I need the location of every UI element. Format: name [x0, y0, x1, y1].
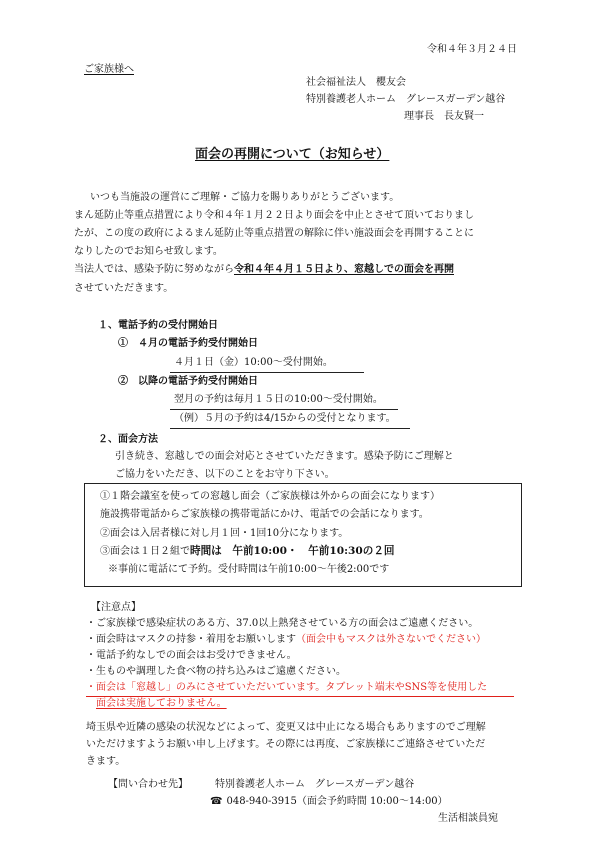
notes-heading: 【注意点】 — [91, 602, 141, 613]
note-5-line-2: 面会は実施しておりません。 — [96, 698, 227, 709]
box-line-1: ①１階会議室を使っての窓越し面会（ご家族様は外からの面会になります） — [100, 491, 440, 502]
intro-line-2: まん延防止等重点措置により令和４年１月２２日より面会を中止とさせて頂いておりまし — [74, 210, 474, 221]
intro-line-5 — [74, 265, 454, 275]
contact-department: 生活相談員宛 — [438, 813, 498, 824]
intro-line-3: たが、この度の政府によるまん延防止等重点措置の解除に伴い施設面会を再開することに — [74, 228, 474, 239]
closing-line-2: いただけますようお願い申し上げます。その際には再度、ご家族様にご連絡させていただ — [86, 739, 486, 750]
intro-line-4: なりしたのでお知らせ致します。 — [74, 246, 223, 257]
box-line-4-text: ③面会は１日２組で — [100, 546, 190, 557]
box-line-4 — [100, 546, 395, 557]
note-2 — [86, 635, 486, 645]
box-line-5: ※事前に電話にて予約。受付時間は午前10:00～午後2:00です — [108, 564, 390, 575]
reopen-date-emphasis: 令和４年４月１５日より、窓越しでの面会を再開 — [234, 264, 454, 275]
intro-line-6: させていただきます。 — [74, 283, 174, 294]
box-line-2: 施設携帯電話からご家族様の携帯電話にかけ、電話での会話になります。 — [100, 509, 429, 520]
section-1-heading: １、電話予約の受付開始日 — [98, 320, 218, 331]
intro-line-1: いつも当施設の運営にご理解・ご協力を賜りありがとうございます。 — [90, 192, 400, 203]
contact-phone: 048-940-3915（面会予約時間 10:00～14:00） — [226, 796, 448, 807]
note-4: ・生ものや調理した食べ物の持ち込みはご遠慮ください。 — [86, 666, 346, 677]
red-underline — [86, 696, 514, 697]
contact-label: 【問い合わせ先】 — [108, 779, 188, 790]
note-3: ・電話予約なしでの面会はお受けできません。 — [86, 650, 297, 661]
section-1-item-2-label: ② 以降の電話予約受付開始日 — [118, 376, 258, 387]
note-1: ・ご家族様で感染症状のある方、37.0以上熱発させている方の面会はご遠慮ください。 — [86, 618, 479, 629]
underline — [170, 428, 410, 429]
recipient: ご家族様へ — [84, 64, 134, 75]
section-2-heading: ２、面会方法 — [98, 434, 158, 445]
contact-phone-line — [210, 797, 448, 807]
box-line-3: ②面会は入居者様に対し月１回・1回10分になります。 — [100, 528, 349, 539]
phone-icon: ☎ — [210, 796, 223, 807]
underline — [170, 372, 364, 373]
facility-name: 特別養護老人ホーム グレースガーデン越谷 — [306, 94, 506, 105]
organization-name: 社会福祉法人 櫻友会 — [306, 77, 406, 88]
contact-facility: 特別養護老人ホーム グレースガーデン越谷 — [215, 779, 415, 790]
note-2-red-text: （面会中もマスクは外さないでください） — [296, 634, 486, 645]
underline — [170, 409, 398, 410]
document-date: 令和４年３月２４日 — [427, 44, 517, 55]
signatory: 理事長 長友賢一 — [404, 111, 484, 122]
section-1-item-1-detail: ４月１日（金）10:00～受付開始。 — [174, 357, 333, 368]
section-2-text-1: 引き続き、窓越しでの面会対応とさせていただきます。感染予防にご理解と — [115, 451, 454, 462]
section-1-item-1-label: ① ４月の電話予約受付開始日 — [118, 338, 258, 349]
section-2-text-2: ご協力をいただき、以下のことをお守り下さい。 — [115, 469, 335, 480]
page-title: 面会の再開について（お知らせ） — [195, 147, 390, 162]
section-1-item-2-detail-2: （例）５月の予約は4/15からの受付となります。 — [174, 413, 396, 424]
note-2-text: ・面会時はマスクの持参・着用をお願いします — [86, 634, 296, 645]
visit-times-emphasis: 時間は 午前10:00・ 午前10:30の２回 — [190, 545, 395, 557]
section-1-item-2-detail-1: 翌月の予約は毎月１５日の10:00～受付開始。 — [174, 394, 383, 405]
closing-line-3: きます。 — [86, 756, 126, 767]
intro-line-5-text: 当法人では、感染予防に努めながら — [74, 264, 234, 275]
closing-line-1: 埼玉県や近隣の感染の状況などによって、変更又は中止になる場合もありますのでご理解 — [86, 722, 486, 733]
note-5-line-1: ・面会は「窓越し」のみにさせていただいています。タブレット端末やSNS等を使用した — [86, 682, 488, 693]
